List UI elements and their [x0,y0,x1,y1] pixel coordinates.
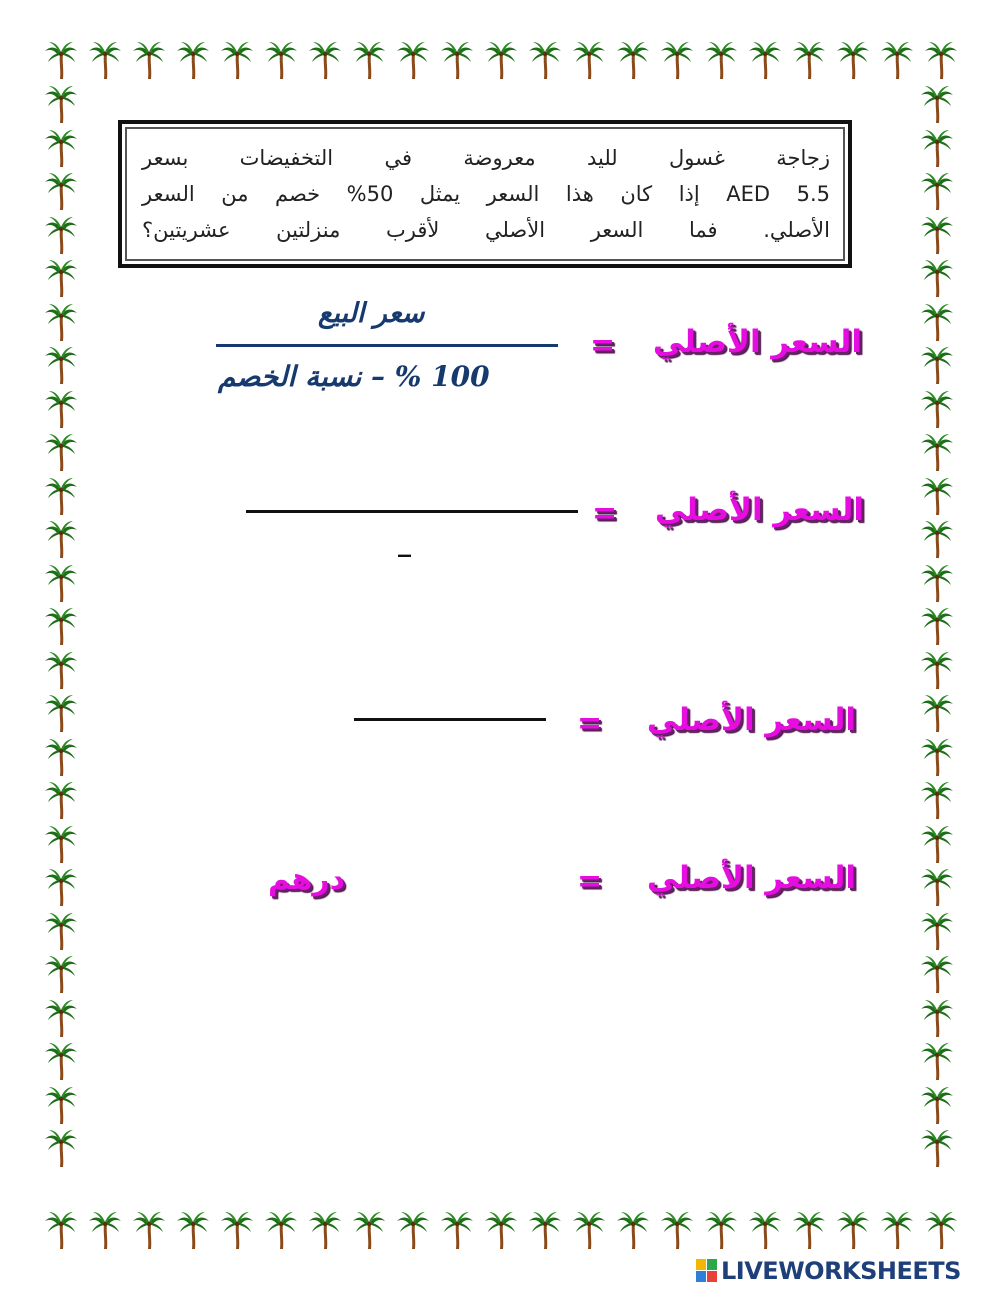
palm-tree-icon [920,824,954,864]
step1-fraction-line[interactable] [246,510,578,513]
palm-tree-icon [44,215,78,255]
palm-tree-icon [616,40,650,80]
palm-tree-icon [308,1210,342,1250]
palm-tree-icon [44,1128,78,1168]
palm-tree-icon [920,606,954,646]
problem-text [142,140,830,248]
palm-tree-icon [44,40,78,80]
palm-tree-icon [220,40,254,80]
palm-tree-icon [616,1210,650,1250]
palm-tree-icon [44,476,78,516]
palm-tree-icon [44,345,78,385]
palm-tree-icon [44,998,78,1038]
palm-tree-icon [44,128,78,168]
formula-denominator: 100 % – نسبة الخصم [218,360,490,393]
liveworksheets-watermark [696,1256,961,1286]
problem-line-1: زجاجة غسول لليد معروضة في التخفيضات بسعر [142,146,830,170]
palm-tree-icon [44,171,78,211]
palm-tree-icon [440,1210,474,1250]
palm-tree-icon [484,40,518,80]
palm-tree-icon [920,258,954,298]
palm-tree-icon [920,128,954,168]
liveworksheets-logo-icon [696,1259,718,1283]
palm-tree-icon [264,1210,298,1250]
palm-tree-icon [264,40,298,80]
step2-equals: = [577,706,603,741]
palm-tree-icon [920,1041,954,1081]
palm-tree-icon [836,40,870,80]
palm-tree-icon [132,1210,166,1250]
problem-box [118,120,852,268]
palm-tree-icon [44,737,78,777]
palm-tree-icon [44,258,78,298]
palm-tree-icon [396,1210,430,1250]
palm-tree-icon [792,1210,826,1250]
problem-line-3: الأصلي. فما السعر الأصلي لأقرب منزلتين عشريتين؟ [142,218,830,242]
palm-tree-icon [176,40,210,80]
palm-tree-icon [920,867,954,907]
palm-tree-icon [880,1210,914,1250]
palm-tree-icon [920,563,954,603]
palm-tree-icon [484,1210,518,1250]
palm-tree-icon [792,40,826,80]
formula-lhs: السعر الأصلي [652,324,862,360]
palm-tree-icon [924,40,958,80]
step3-unit-dirham: درهم [268,862,345,897]
palm-tree-icon [528,40,562,80]
palm-tree-icon [44,911,78,951]
formula-equals: = [590,328,616,363]
palm-tree-icon [880,40,914,80]
palm-tree-icon [44,563,78,603]
palm-tree-icon [920,84,954,124]
palm-tree-icon [920,911,954,951]
palm-tree-icon [924,1210,958,1250]
step3-equals: = [577,864,603,899]
palm-tree-icon [44,389,78,429]
palm-tree-icon [44,606,78,646]
palm-tree-icon [920,693,954,733]
palm-tree-icon [748,1210,782,1250]
palm-tree-icon [44,432,78,472]
palm-tree-icon [660,40,694,80]
palm-tree-icon [748,40,782,80]
step2-answer-line[interactable] [354,718,546,721]
palm-tree-icon [440,40,474,80]
palm-tree-icon [572,1210,606,1250]
palm-tree-icon [220,1210,254,1250]
palm-tree-icon [44,1210,78,1250]
problem-line-2: AED 5.5 إذا كان هذا السعر يمثل 50% خصم من السعر [142,182,830,206]
palm-tree-icon [88,1210,122,1250]
step3-lhs: السعر الأصلي [646,860,856,896]
palm-tree-icon [704,40,738,80]
palm-tree-icon [920,1128,954,1168]
palm-tree-icon [920,1085,954,1125]
step1-equals: = [592,496,618,531]
palm-tree-icon [308,40,342,80]
palm-tree-icon [44,1041,78,1081]
palm-tree-icon [920,345,954,385]
palm-tree-icon [920,476,954,516]
step1-marker: _ [398,528,411,558]
palm-tree-icon [920,432,954,472]
palm-tree-icon [396,40,430,80]
palm-tree-icon [44,780,78,820]
palm-tree-icon [352,1210,386,1250]
palm-tree-icon [704,1210,738,1250]
palm-tree-icon [920,780,954,820]
palm-tree-icon [920,737,954,777]
palm-tree-icon [44,84,78,124]
palm-tree-icon [528,1210,562,1250]
step2-lhs: السعر الأصلي [646,702,856,738]
palm-tree-icon [44,519,78,559]
palm-tree-icon [920,215,954,255]
palm-tree-icon [572,40,606,80]
formula-numerator: سعر البيع [318,298,425,329]
palm-tree-icon [920,954,954,994]
palm-tree-icon [920,519,954,559]
palm-tree-icon [920,650,954,690]
formula-fraction-bar [216,344,558,347]
palm-tree-icon [132,40,166,80]
palm-tree-icon [352,40,386,80]
palm-tree-icon [660,1210,694,1250]
step1-lhs: السعر الأصلي [654,492,864,528]
liveworksheets-wordmark: LIVEWORKSHEETS [721,1257,961,1285]
palm-tree-icon [44,650,78,690]
palm-tree-icon [44,867,78,907]
palm-tree-icon [44,824,78,864]
palm-tree-icon [44,954,78,994]
palm-tree-icon [176,1210,210,1250]
palm-tree-icon [44,693,78,733]
palm-tree-icon [44,1085,78,1125]
palm-tree-icon [920,302,954,342]
palm-tree-icon [920,171,954,211]
palm-tree-icon [836,1210,870,1250]
palm-tree-icon [44,302,78,342]
palm-tree-icon [920,389,954,429]
palm-tree-icon [88,40,122,80]
palm-tree-icon [920,998,954,1038]
